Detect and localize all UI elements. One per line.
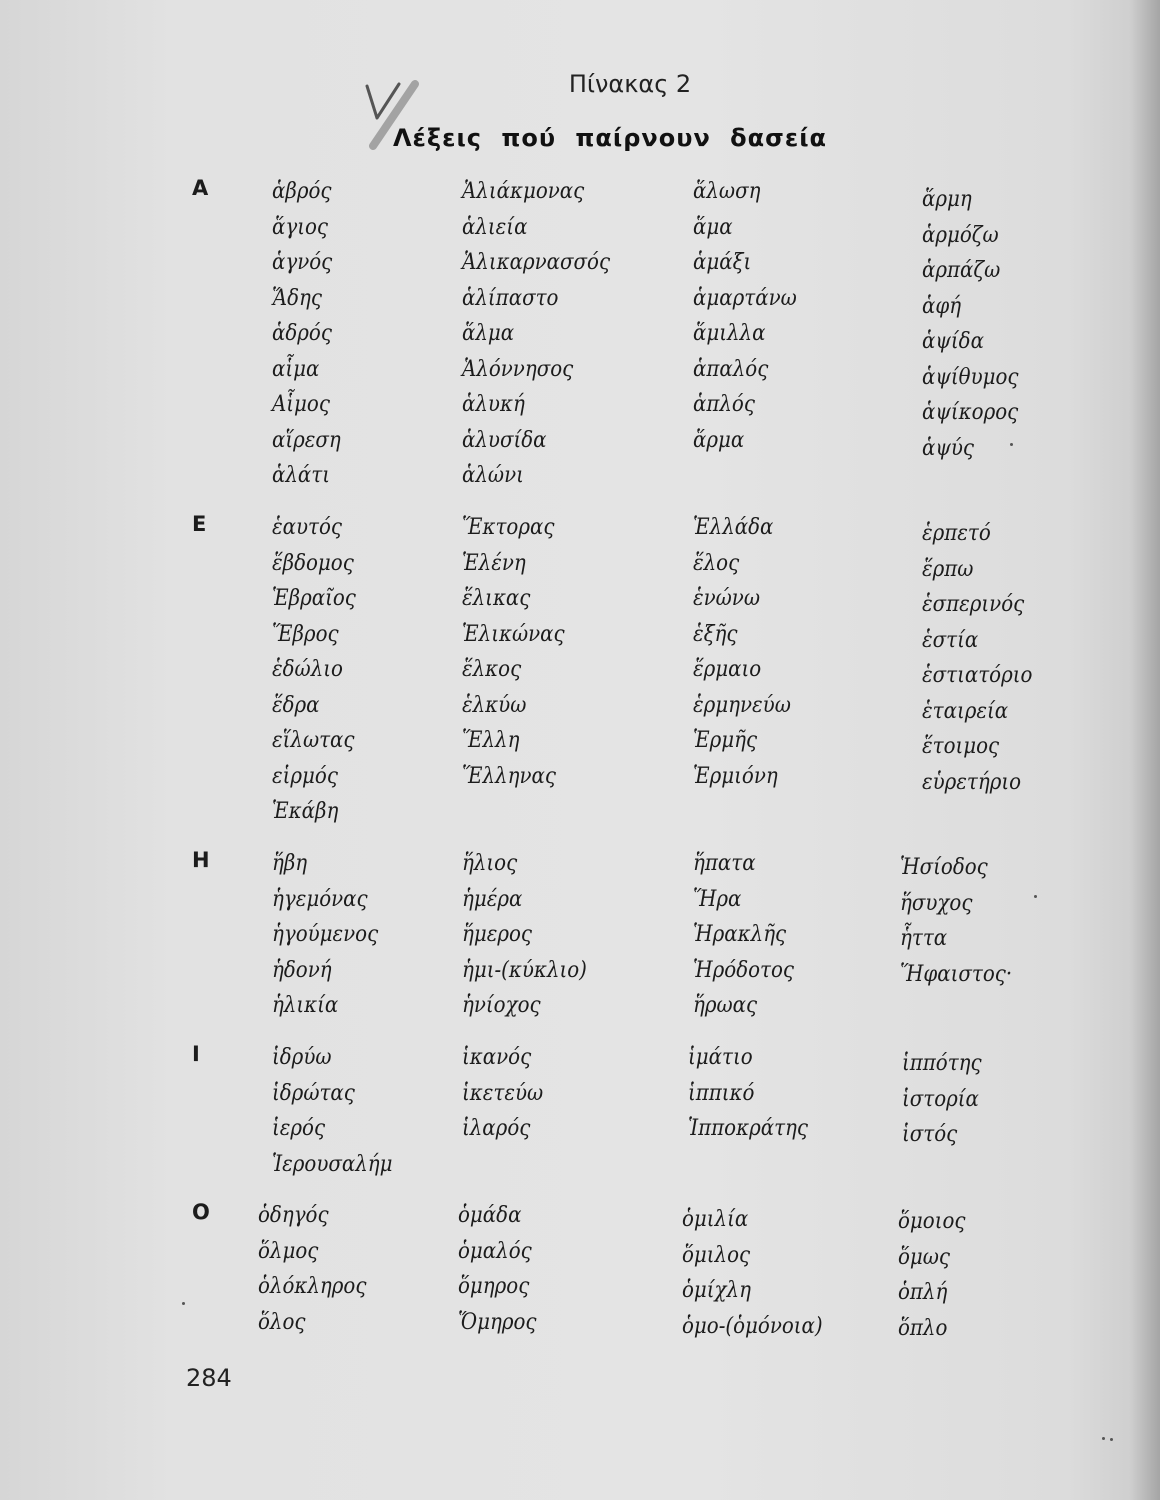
section-letter: Ι: [192, 1042, 200, 1066]
word-item: ἱκανός: [462, 1045, 532, 1070]
print-speck: [1010, 443, 1013, 446]
word-item: ἑαυτός: [272, 515, 343, 540]
word-column-1: [272, 174, 348, 494]
word-item: ἁλώνι: [462, 463, 524, 488]
word-item: Αἷμος: [272, 392, 330, 417]
word-column-4: [922, 516, 1045, 800]
word-item: ἁμαρτάνω: [693, 285, 797, 311]
section-letter: Η: [192, 848, 210, 872]
word-item: ἡμι-(κύκλιο): [462, 957, 587, 983]
word-item: ὅμως: [898, 1244, 951, 1270]
word-item: ἅλωση: [693, 179, 761, 204]
word-item: ἅμιλλα: [693, 321, 766, 346]
word-item: Ἕλλη: [462, 728, 520, 753]
word-item: Ἡρακλῆς: [693, 922, 787, 947]
word-item: ἁβρός: [272, 179, 332, 204]
word-item: ἁψίδα: [922, 329, 984, 354]
word-item: εὑρετήριο: [922, 769, 1022, 795]
word-item: ἱδρώτας: [272, 1080, 355, 1106]
page-number: 284: [186, 1364, 232, 1392]
word-item: ἁψίθυμος: [922, 364, 1019, 390]
word-column-4: [898, 1204, 973, 1346]
word-item: ἁλυκή: [462, 392, 525, 417]
word-item: ἕβδομος: [272, 550, 354, 576]
print-speck: [1102, 1437, 1105, 1440]
word-item: εἵλωτας: [272, 728, 355, 753]
word-item: ὅμηρος: [458, 1274, 530, 1299]
word-item: ἕλκος: [462, 657, 522, 682]
word-item: ἅρμη: [922, 187, 972, 212]
word-item: ἑστία: [922, 627, 979, 653]
word-item: ἁλάτι: [272, 463, 331, 488]
word-column-3: [682, 1202, 838, 1344]
word-item: ἡνίοχος: [462, 993, 541, 1018]
print-speck: [182, 1302, 185, 1305]
word-item: ἱστός: [902, 1122, 958, 1147]
word-item: ἅλμα: [462, 321, 515, 346]
word-column-2: [458, 1198, 545, 1340]
word-item: ἱερός: [272, 1116, 326, 1141]
word-item: ἑρπετό: [922, 521, 991, 546]
word-item: ἱστορία: [902, 1086, 979, 1112]
word-item: Ὅμηρος: [458, 1309, 537, 1335]
word-item: ἁγνός: [272, 250, 333, 275]
table-label: Πίνακας 2: [568, 70, 692, 98]
word-item: ἑνώνω: [693, 586, 760, 611]
word-item: ἅρμα: [693, 427, 745, 453]
word-item: ἥρωας: [693, 993, 758, 1018]
page-edge-shadow: [1130, 0, 1160, 1500]
word-item: ἁδρός: [272, 321, 332, 346]
word-item: Ἑβραῖος: [272, 586, 356, 611]
word-item: εἱρμός: [272, 763, 338, 789]
word-column-3: [693, 174, 808, 458]
word-item: ὅμοιος: [898, 1209, 966, 1234]
word-column-4: [902, 1046, 990, 1153]
word-item: ἁπλός: [693, 392, 755, 417]
word-item: Ἱπποκράτης: [688, 1116, 808, 1141]
word-column-2: [462, 174, 627, 494]
word-item: ἁπαλός: [693, 356, 769, 382]
word-item: Ἑρμῆς: [693, 728, 758, 753]
word-item: Ἥρα: [693, 886, 742, 912]
word-item: Ἑλικώνας: [462, 621, 565, 647]
word-item: ἡμέρα: [462, 886, 523, 912]
word-item: Ἥφαιστος·: [900, 961, 1013, 987]
word-column-4: [900, 850, 1025, 992]
word-item: ὅμιλος: [682, 1242, 751, 1268]
word-item: ἡδονή: [272, 957, 332, 983]
word-item: ἑστιατόριο: [922, 663, 1033, 688]
word-column-4: [922, 182, 1029, 466]
word-item: ὁδηγός: [258, 1203, 329, 1228]
word-item: ἅγιος: [272, 214, 328, 240]
word-item: ὁμαλός: [458, 1238, 532, 1264]
word-item: ἥβη: [272, 851, 308, 876]
word-item: ἁψύς: [922, 435, 975, 461]
word-item: Ἑλένη: [462, 550, 526, 576]
word-item: ἁρπάζω: [922, 258, 1001, 283]
word-item: ὅλμος: [258, 1238, 319, 1264]
word-item: ἥλιος: [462, 851, 518, 876]
word-item: ὅπλο: [898, 1315, 948, 1341]
word-item: ἑρμηνεύω: [693, 692, 791, 718]
word-item: Ἕλληνας: [462, 763, 556, 789]
word-item: ἁρμόζω: [922, 222, 999, 248]
word-item: ἑσπερινός: [922, 592, 1025, 617]
word-column-3: [693, 510, 802, 794]
word-item: Ἕβρος: [272, 621, 339, 647]
word-item: ἱππότης: [902, 1051, 982, 1076]
word-item: ἁφή: [922, 293, 962, 319]
word-item: ἕλος: [693, 550, 740, 576]
word-column-3: [688, 1040, 821, 1147]
word-column-1: [272, 510, 365, 830]
word-item: Ἅδης: [272, 285, 322, 311]
word-column-1: [272, 1040, 406, 1182]
word-item: Ἁλιάκμονας: [462, 179, 585, 204]
word-column-2: [462, 846, 601, 1024]
word-column-2: [462, 1040, 552, 1147]
word-item: αἷμα: [272, 356, 320, 382]
word-item: ὁμίχλη: [682, 1278, 751, 1303]
word-item: ἕλικας: [462, 586, 531, 611]
word-column-1: [272, 846, 390, 1024]
word-item: ἁλυσίδα: [462, 427, 547, 453]
word-item: Ἡρόδοτος: [693, 957, 795, 983]
word-item: ἡλικία: [272, 993, 339, 1018]
word-item: ἱππικό: [688, 1080, 755, 1106]
word-item: Ἡσίοδος: [900, 855, 988, 880]
word-item: ἱδρύω: [272, 1045, 332, 1070]
word-item: ἱκετεύω: [462, 1080, 544, 1106]
section-letter: Ε: [192, 512, 207, 536]
word-item: ὁμο-(ὁμόνοια): [682, 1313, 823, 1339]
word-item: ἁλιεία: [462, 214, 528, 240]
word-item: ἧττα: [900, 926, 948, 951]
word-item: ὁμιλία: [682, 1207, 749, 1232]
word-item: ἥσυχος: [900, 890, 973, 916]
word-item: ἥπατα: [693, 851, 756, 876]
word-item: ἁψίκορος: [922, 400, 1019, 425]
word-item: ἁμάξι: [693, 250, 752, 275]
word-item: ἕρμαιο: [693, 657, 762, 682]
word-item: ὁπλή: [898, 1280, 948, 1305]
word-item: Ἁλόννησος: [462, 356, 574, 382]
word-item: ὁλόκληρος: [258, 1274, 367, 1299]
word-item: ἁλίπαστο: [462, 285, 559, 311]
word-item: ἕρπω: [922, 556, 974, 582]
word-item: ἥμερος: [462, 922, 533, 947]
word-column-1: [258, 1198, 378, 1340]
print-speck: [1110, 1438, 1113, 1441]
word-item: ἑξῆς: [693, 621, 738, 647]
word-item: ἅμα: [693, 214, 733, 240]
word-item: Ἕκτορας: [462, 515, 555, 540]
word-item: Ἑλλάδα: [693, 515, 774, 540]
word-item: αἵρεση: [272, 427, 341, 453]
word-item: ἱλαρός: [462, 1116, 531, 1141]
word-column-3: [693, 846, 805, 1024]
word-item: Ἁλικαρνασσός: [462, 250, 611, 275]
page-title: Λέξεις πού παίρνουν δασεία: [392, 124, 828, 152]
word-item: ἡγούμενος: [272, 922, 379, 947]
word-item: ἑλκύω: [462, 692, 527, 718]
word-item: ὅλος: [258, 1309, 306, 1335]
word-item: ἱμάτιο: [688, 1045, 753, 1070]
word-item: ὁμάδα: [458, 1203, 522, 1228]
word-item: Ἑκάβη: [272, 799, 339, 824]
word-item: ἡγεμόνας: [272, 886, 368, 912]
section-letter: Α: [192, 176, 209, 200]
word-item: ἕτοιμος: [922, 734, 1000, 759]
print-speck: [1034, 895, 1037, 898]
word-item: ἑδώλιο: [272, 657, 343, 682]
word-item: Ἱερουσαλήμ: [272, 1151, 393, 1177]
word-item: Ἑρμιόνη: [693, 763, 778, 789]
word-item: ἑταιρεία: [922, 698, 1009, 724]
section-letter: Ο: [192, 1200, 210, 1224]
word-item: ἕδρα: [272, 692, 320, 718]
word-column-2: [462, 510, 576, 794]
